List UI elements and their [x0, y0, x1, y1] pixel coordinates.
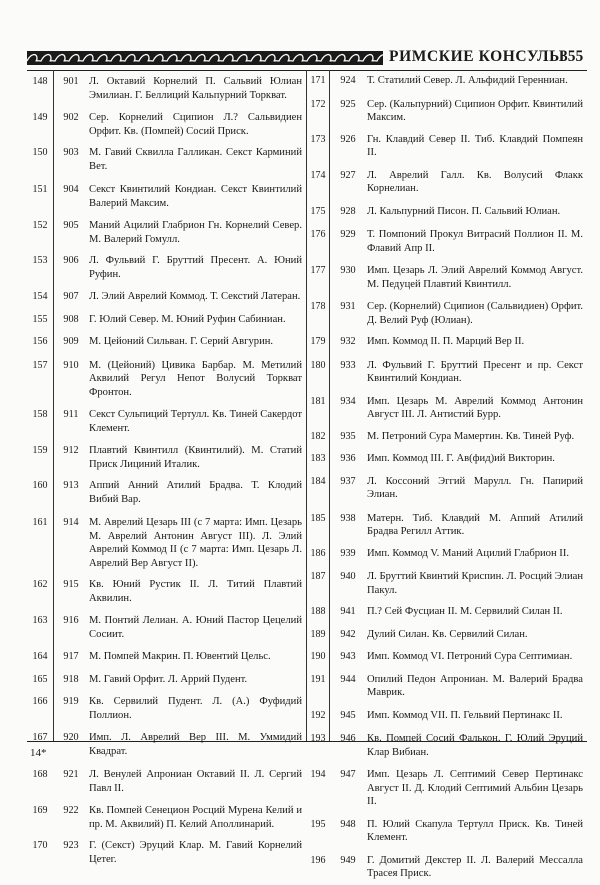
row-number: 194 — [310, 769, 326, 780]
row-year: 946 — [340, 733, 356, 744]
row-number: 148 — [32, 76, 48, 87]
row-consuls: Л. Венулей Апрониан Октавий II. Л. Сергий Павл II. — [89, 769, 302, 794]
table-row — [307, 201, 587, 224]
row-year: 920 — [63, 732, 79, 743]
table-row — [307, 646, 587, 669]
row-year: 948 — [340, 818, 356, 830]
running-head-title: РИМСКИЕ КОНСУЛЫ — [389, 48, 565, 65]
row-number: 149 — [32, 112, 48, 123]
row-consuls: Аппий Анний Атилий Брадва. Т. Клодий Вибий Вар. — [89, 480, 302, 505]
row-consuls: Имп. Цезарь Л. Септимий Север Пертинакс Август II. Д. Клодий Септимий Альбин Цезарь II. — [367, 769, 583, 807]
row-year: 940 — [340, 571, 356, 582]
row-number: 153 — [32, 255, 48, 266]
row-year: 919 — [63, 696, 79, 707]
row-year: 914 — [63, 517, 79, 528]
row-number: 169 — [32, 805, 48, 816]
row-consuls: Матерн. Тиб. Клавдий М. Аппий Атилий Брадва Регилл Аттик. — [367, 512, 583, 537]
table-row — [307, 763, 587, 813]
right-column — [307, 70, 587, 885]
table-row — [27, 727, 306, 763]
table-row — [307, 165, 587, 201]
row-number: 171 — [310, 75, 326, 86]
row-consuls: П.? Сей Фусциан II. М. Сервилий Силан II. — [367, 606, 563, 617]
row-year: 943 — [340, 651, 356, 662]
row-consuls: Имп. Цезарь М. Аврелий Коммод Антонин Август III. Л. Антистий Бурр. — [367, 395, 583, 420]
row-number: 189 — [310, 628, 326, 640]
row-number: 157 — [32, 359, 48, 371]
table-row — [27, 646, 306, 669]
table-row — [27, 475, 306, 511]
row-number: 176 — [310, 229, 326, 240]
row-number: 187 — [310, 571, 326, 582]
row-year: 926 — [340, 133, 356, 145]
row-year: 918 — [63, 673, 79, 685]
row-number: 190 — [310, 651, 326, 662]
row-consuls: Сер. (Кальпурний) Сципион Орфит. Квинтилий Максим. — [367, 98, 583, 123]
table-row — [27, 286, 306, 309]
table-row — [307, 93, 587, 129]
table-row — [27, 439, 306, 475]
row-number: 178 — [310, 301, 326, 312]
row-consuls: Л. Элий Аврелий Коммод. Т. Секстий Латеран. — [89, 291, 301, 302]
row-year: 925 — [340, 98, 356, 110]
table-row — [307, 669, 587, 705]
row-year: 938 — [340, 512, 356, 524]
row-consuls: П. Юлий Скапула Тертулл Приск. Кв. Тиней Клемент. — [367, 818, 583, 843]
table-row — [307, 390, 587, 426]
row-consuls: Л. Аврелий Галл. Кв. Волусий Флакк Корнелиан. — [367, 169, 583, 194]
table-row — [307, 601, 587, 624]
row-consuls: Сер. Корнелий Сципион Л.? Сальвидиен Орфит. Кв. (Помпей) Сосий Приск. — [89, 112, 302, 137]
row-consuls: Т. Помпоний Прокул Витрасий Поллион II. М. Флавий Апр II. — [367, 229, 583, 254]
table-row — [27, 763, 306, 799]
table-row — [27, 214, 306, 250]
table-row — [27, 354, 306, 404]
row-consuls: М. (Цейоний) Цивика Барбар. М. Метилий Аквилий Регул Непот Волусий Торкват Фронтон. — [89, 359, 302, 398]
table-row — [307, 448, 587, 471]
row-consuls: Л. Бруттий Квинтий Криспин. Л. Росций Элиан Пакул. — [367, 571, 583, 596]
row-year: 923 — [63, 840, 79, 851]
table-row — [27, 70, 306, 106]
row-number: 195 — [310, 818, 326, 830]
row-year: 941 — [340, 606, 356, 617]
row-consuls: Секст Сульпиций Тертулл. Кв. Тиней Сакердот Клемент. — [89, 409, 302, 434]
table-row — [307, 813, 587, 849]
row-number: 185 — [310, 512, 326, 524]
row-consuls: Кв. Сервилий Пудент. Л. (А.) Фуфидий Поллион. — [89, 696, 302, 721]
row-consuls: Сер. (Корнелий) Сципион (Сальвидиен) Орфит. Д. Велий Руф (Юлиан). — [367, 301, 583, 326]
row-number: 173 — [310, 133, 326, 145]
row-consuls: Гн. Клавдий Север II. Тиб. Клавдий Помпеян II. — [367, 133, 583, 158]
row-number: 167 — [32, 732, 48, 743]
row-consuls: Л. Коссоний Эггий Марулл. Гн. Папирий Элиан. — [367, 475, 583, 500]
table-row — [307, 565, 587, 601]
table-row — [27, 403, 306, 439]
row-number: 182 — [310, 430, 326, 442]
table-row — [27, 106, 306, 142]
row-number: 170 — [32, 840, 48, 851]
row-year: 934 — [340, 395, 356, 407]
row-consuls: Секст Квинтилий Кондиан. Секст Квинтилий Валерий Максим. — [89, 184, 302, 209]
table-row — [27, 691, 306, 727]
row-year: 935 — [340, 430, 356, 442]
table-row — [307, 624, 587, 647]
table-row — [307, 354, 587, 390]
row-number: 172 — [310, 98, 326, 110]
row-year: 944 — [340, 673, 356, 685]
table-row — [27, 142, 306, 178]
table-row — [27, 799, 306, 835]
row-consuls: Имп. Коммод VI. Петроний Сура Септимиан. — [367, 651, 573, 662]
table-row — [307, 849, 587, 885]
table-row — [307, 129, 587, 165]
row-number: 152 — [32, 220, 48, 231]
row-year: 908 — [63, 313, 79, 325]
row-consuls: Имп. Коммод VII. П. Гельвий Пертинакс II. — [367, 709, 563, 721]
row-consuls: Г. Юлий Север. М. Юний Руфин Сабиниан. — [89, 313, 286, 325]
row-number: 165 — [32, 673, 48, 685]
row-year: 949 — [340, 854, 356, 866]
row-consuls: М. Понтий Лелиан. А. Юний Пастор Цецелий Сосиит. — [89, 615, 302, 640]
row-consuls: М. Цейоний Сильван. Г. Серий Авгурин. — [89, 336, 274, 347]
row-year: 904 — [63, 184, 79, 195]
table-row — [307, 471, 587, 507]
row-consuls: М. Помпей Макрин. П. Ювентий Цельс. — [89, 651, 271, 662]
table-row — [307, 295, 587, 331]
row-consuls: Л. Кальпурний Писон. П. Сальвий Юлиан. — [367, 205, 561, 217]
row-number: 160 — [32, 480, 48, 491]
row-year: 913 — [63, 480, 79, 491]
row-number: 177 — [310, 265, 326, 276]
row-number: 168 — [32, 769, 48, 780]
row-consuls: Л. Октавий Корнелий П. Сальвий Юлиан Эмилиан. Г. Беллиций Кальпурний Торкват. — [89, 76, 302, 101]
row-year: 930 — [340, 265, 356, 276]
row-consuls: М. Аврелий Цезарь III (с 7 марта: Имп. Цезарь М. Аврелий Антонин Август III). Л. Элий Аврелий Коммод II (с 7 марта: Имп. Цезарь Л. Аврелий Вер Август II). — [89, 517, 302, 569]
row-number: 174 — [310, 169, 326, 181]
table-row — [27, 835, 306, 871]
row-number: 188 — [310, 606, 326, 617]
row-consuls: Г. (Секст) Эруций Клар. М. Гавий Корнелий Цетег. — [89, 840, 302, 865]
row-year: 924 — [340, 75, 356, 86]
row-number: 158 — [32, 409, 48, 420]
table-row — [307, 426, 587, 449]
row-number: 150 — [32, 147, 48, 158]
row-year: 910 — [63, 359, 79, 371]
row-consuls: Имп. Коммод III. Г. Ав(фид)ий Викторин. — [367, 453, 555, 464]
row-number: 164 — [32, 651, 48, 662]
row-consuls: М. Гавий Орфит. Л. Аррий Пудент. — [89, 673, 248, 685]
row-year: 912 — [63, 445, 79, 456]
row-year: 921 — [63, 769, 79, 780]
row-number: 196 — [310, 854, 326, 866]
row-consuls: Имп. Л. Аврелий Вер III. М. Уммидий Квадрат. — [89, 732, 302, 757]
row-number: 191 — [310, 673, 326, 685]
row-number: 179 — [310, 336, 326, 347]
printer-signature: 14* — [30, 747, 47, 759]
row-consuls: Г. Домитий Декстер II. Л. Валерий Мессалла Трасея Приск. — [367, 854, 583, 879]
table-row — [307, 70, 587, 93]
table-row — [27, 178, 306, 214]
row-number: 154 — [32, 291, 48, 302]
meander-ornament-icon — [27, 51, 383, 65]
row-number: 180 — [310, 359, 326, 371]
table-row — [307, 705, 587, 728]
row-number: 186 — [310, 547, 326, 559]
row-number: 155 — [32, 313, 48, 325]
table-row — [307, 259, 587, 295]
row-year: 942 — [340, 628, 356, 640]
table-row — [307, 543, 587, 566]
row-year: 933 — [340, 359, 356, 371]
row-year: 909 — [63, 336, 79, 347]
row-year: 947 — [340, 769, 356, 780]
row-number: 193 — [310, 733, 326, 744]
table-row — [307, 727, 587, 763]
row-consuls: Опилий Педон Апрониан. М. Валерий Брадва Маврик. — [367, 673, 583, 698]
row-consuls: Кв. Помпей Сосий Фалькон. Г. Юлий Эруций Клар Вибиан. — [367, 733, 583, 758]
row-consuls: М. Гавий Сквилла Галликан. Секст Карминий Вет. — [89, 147, 302, 172]
row-year: 903 — [63, 147, 79, 158]
row-year: 916 — [63, 615, 79, 626]
row-consuls: Кв. Юний Рустик II. Л. Титий Плавтий Аквилин. — [89, 579, 302, 604]
table-row — [307, 331, 587, 354]
left-column — [27, 70, 306, 871]
row-year: 939 — [340, 547, 356, 559]
table-row — [27, 331, 306, 354]
row-number: 161 — [32, 517, 48, 528]
row-year: 922 — [63, 805, 79, 816]
row-number: 181 — [310, 395, 326, 407]
row-year: 907 — [63, 291, 79, 302]
row-year: 911 — [63, 409, 79, 420]
table-row — [27, 610, 306, 646]
table-row — [27, 250, 306, 286]
row-number: 156 — [32, 336, 48, 347]
row-year: 917 — [63, 651, 79, 662]
row-consuls: Дулий Силан. Кв. Сервилий Силан. — [367, 628, 528, 640]
row-year: 945 — [340, 709, 356, 721]
row-number: 184 — [310, 475, 326, 487]
row-consuls: Т. Статилий Север. Л. Альфидий Геренниан. — [367, 75, 568, 86]
row-year: 928 — [340, 205, 356, 217]
page-header — [27, 46, 587, 70]
row-number: 166 — [32, 696, 48, 707]
page-number: 355 — [560, 48, 584, 65]
row-year: 929 — [340, 229, 356, 240]
row-year: 905 — [63, 220, 79, 231]
row-number: 192 — [310, 709, 326, 721]
table-row — [27, 309, 306, 332]
row-consuls: М. Петроний Сура Мамертин. Кв. Тиней Руф. — [367, 430, 575, 442]
table-row — [27, 574, 306, 610]
row-year: 936 — [340, 453, 356, 464]
row-number: 162 — [32, 579, 48, 590]
table-row — [27, 511, 306, 574]
table-row — [307, 507, 587, 543]
row-consuls: Плавтий Квинтилл (Квинтилий). М. Статий Приск Лициний Италик. — [89, 445, 302, 470]
row-year: 937 — [340, 475, 356, 487]
row-year: 931 — [340, 301, 356, 312]
row-consuls: Маний Ацилий Глабрион Гн. Корнелий Север. М. Валерий Гомулл. — [89, 220, 302, 245]
row-year: 932 — [340, 336, 356, 347]
row-year: 901 — [63, 76, 79, 87]
row-consuls: Имп. Коммод II. П. Марций Вер II. — [367, 336, 525, 347]
row-number: 163 — [32, 615, 48, 626]
row-consuls: Кв. Помпей Сенецион Росций Мурена Келий и пр. М. Аквилий) П. Келий Аполлинарий. — [89, 805, 302, 830]
row-year: 915 — [63, 579, 79, 590]
row-number: 175 — [310, 205, 326, 217]
row-consuls: Л. Фульвий Г. Бруттий Пресент. А. Юний Руфин. — [89, 255, 302, 280]
row-year: 906 — [63, 255, 79, 266]
row-consuls: Л. Фульвий Г. Бруттий Пресент и пр. Секст Квинтилий Кондиан. — [367, 359, 583, 384]
row-consuls: Имп. Цезарь Л. Элий Аврелий Коммод Август. М. Педуцей Плавтий Квинтилл. — [367, 265, 583, 290]
row-year: 927 — [340, 169, 356, 181]
row-number: 159 — [32, 445, 48, 456]
table-row — [27, 669, 306, 692]
row-number: 151 — [32, 184, 48, 195]
row-year: 902 — [63, 112, 79, 123]
table-row — [307, 223, 587, 259]
row-number: 183 — [310, 453, 326, 464]
row-consuls: Имп. Коммод V. Маний Ацилий Глабрион II. — [367, 547, 570, 559]
